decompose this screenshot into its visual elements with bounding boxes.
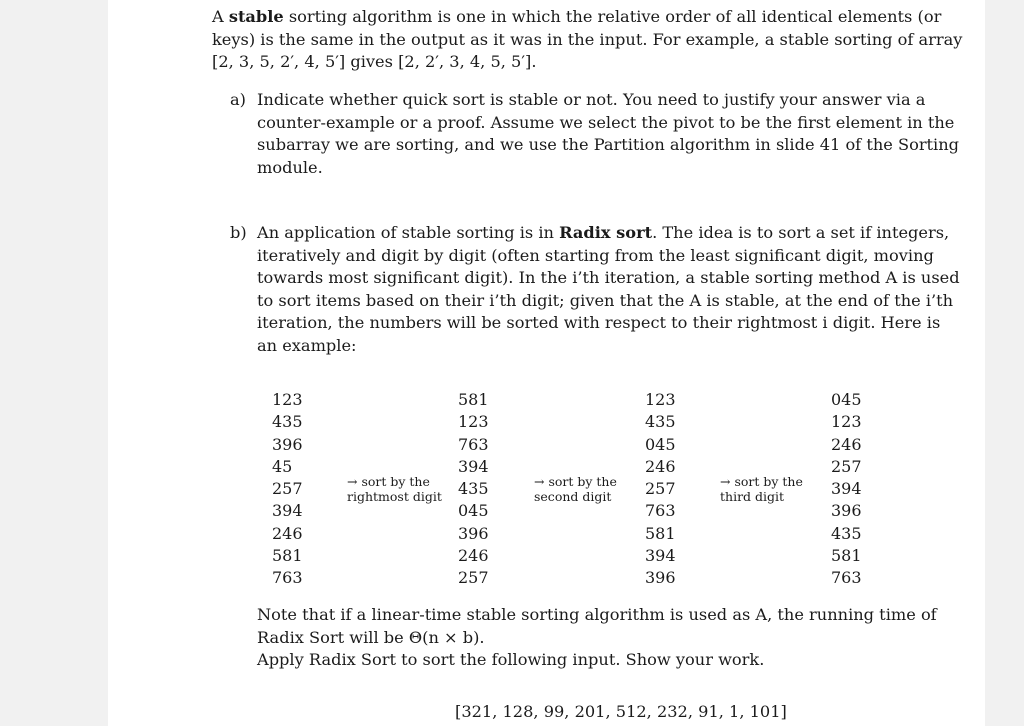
intro-paragraph xyxy=(212,6,963,74)
part-b-line: an example: xyxy=(257,335,357,355)
part-b-line: iteration, the numbers will be sorted with respect to their rightmost i digit. Here is xyxy=(257,313,941,332)
column-value: 246 xyxy=(831,434,862,454)
example-column-input xyxy=(272,389,303,590)
radix-sort-term: Radix sort xyxy=(559,223,653,242)
note-line: Note that if a linear-time stable sorting algorithm is used as A, the running time of xyxy=(257,605,937,624)
arrow-label-second: → sort by the second digit xyxy=(534,474,617,504)
column-value: 435 xyxy=(645,412,676,432)
input-array: [321, 128, 99, 201, 512, 232, 91, 1, 101] xyxy=(455,702,787,721)
column-value: 246 xyxy=(272,523,303,543)
intro-line-3: [2, 3, 5, 2′, 4, 5′] gives [2, 2′, 3, 4, 5, 5′]. xyxy=(212,52,537,71)
column-value: 581 xyxy=(645,523,676,543)
part-b-label: b) xyxy=(230,223,247,242)
column-value: 45 xyxy=(272,456,293,476)
column-value: 123 xyxy=(272,390,303,409)
example-column-pass-3 xyxy=(831,389,862,590)
column-value: 394 xyxy=(458,456,489,476)
note-line: Apply Radix Sort to sort the following input. Show your work. xyxy=(257,650,765,669)
column-value: 045 xyxy=(645,434,676,454)
column-value: 435 xyxy=(272,412,303,432)
column-value: 257 xyxy=(272,479,303,499)
column-value: 581 xyxy=(831,546,862,566)
column-value: 257 xyxy=(458,568,489,588)
intro-line-1: A stable sorting algorithm is one in which the relative order of all identical elements (or xyxy=(212,7,942,26)
example-column-pass-2 xyxy=(645,389,676,590)
column-value: 246 xyxy=(458,546,489,566)
part-a-label: a) xyxy=(230,90,246,109)
column-value: 763 xyxy=(645,501,676,521)
column-value: 246 xyxy=(645,456,676,476)
part-b-body xyxy=(257,222,960,357)
part-a-line: subarray we are sorting, and we use the Partition algorithm in slide 41 of the Sorting xyxy=(257,135,960,154)
part-a-line: Indicate whether quick sort is stable or not. You need to justify your answer via a xyxy=(257,90,926,109)
column-value: 396 xyxy=(645,568,676,588)
column-value: 581 xyxy=(458,390,489,409)
column-value: 394 xyxy=(645,546,676,566)
part-a-body xyxy=(257,89,960,179)
column-value: 394 xyxy=(272,501,303,521)
column-value: 763 xyxy=(458,434,489,454)
example-column-pass-1 xyxy=(458,389,489,590)
part-b-line: iteratively and digit by digit (often starting from the least significant digit, moving xyxy=(257,245,934,265)
part-a-line: module. xyxy=(257,157,323,177)
column-value: 045 xyxy=(458,501,489,521)
intro-line-2: keys) is the same in the output as it was in the input. For example, a stable sorting of array xyxy=(212,29,963,49)
column-value: 581 xyxy=(272,546,303,566)
column-value: 394 xyxy=(831,479,862,499)
arrow-label-rightmost: → sort by the rightmost digit xyxy=(347,474,442,504)
column-value: 396 xyxy=(831,501,862,521)
part-b-line: An application of stable sorting is in Radix sort. The idea is to sort a set if integers, xyxy=(257,223,950,242)
stable-term: stable xyxy=(228,7,284,26)
part-b-line: to sort items based on their i’th digit; given that the A is stable, at the end of the i’th xyxy=(257,290,954,310)
column-value: 435 xyxy=(831,523,862,543)
column-value: 123 xyxy=(645,390,676,409)
arrow-label-third: → sort by the third digit xyxy=(720,474,803,504)
column-value: 123 xyxy=(831,412,862,432)
column-value: 257 xyxy=(831,456,862,476)
column-value: 396 xyxy=(272,434,303,454)
column-value: 396 xyxy=(458,523,489,543)
part-b-line: towards most significant digit). In the i’th iteration, a stable sorting method A is used xyxy=(257,268,960,287)
column-value: 045 xyxy=(831,390,862,409)
part-a-line: counter-example or a proof. Assume we select the pivot to be the first element in the xyxy=(257,112,955,132)
column-value: 123 xyxy=(458,412,489,432)
column-value: 257 xyxy=(645,479,676,499)
note-paragraph xyxy=(257,604,937,672)
note-line: Radix Sort will be Θ(n × b). xyxy=(257,627,485,647)
column-value: 763 xyxy=(831,568,862,588)
column-value: 435 xyxy=(458,479,489,499)
column-value: 763 xyxy=(272,568,303,588)
